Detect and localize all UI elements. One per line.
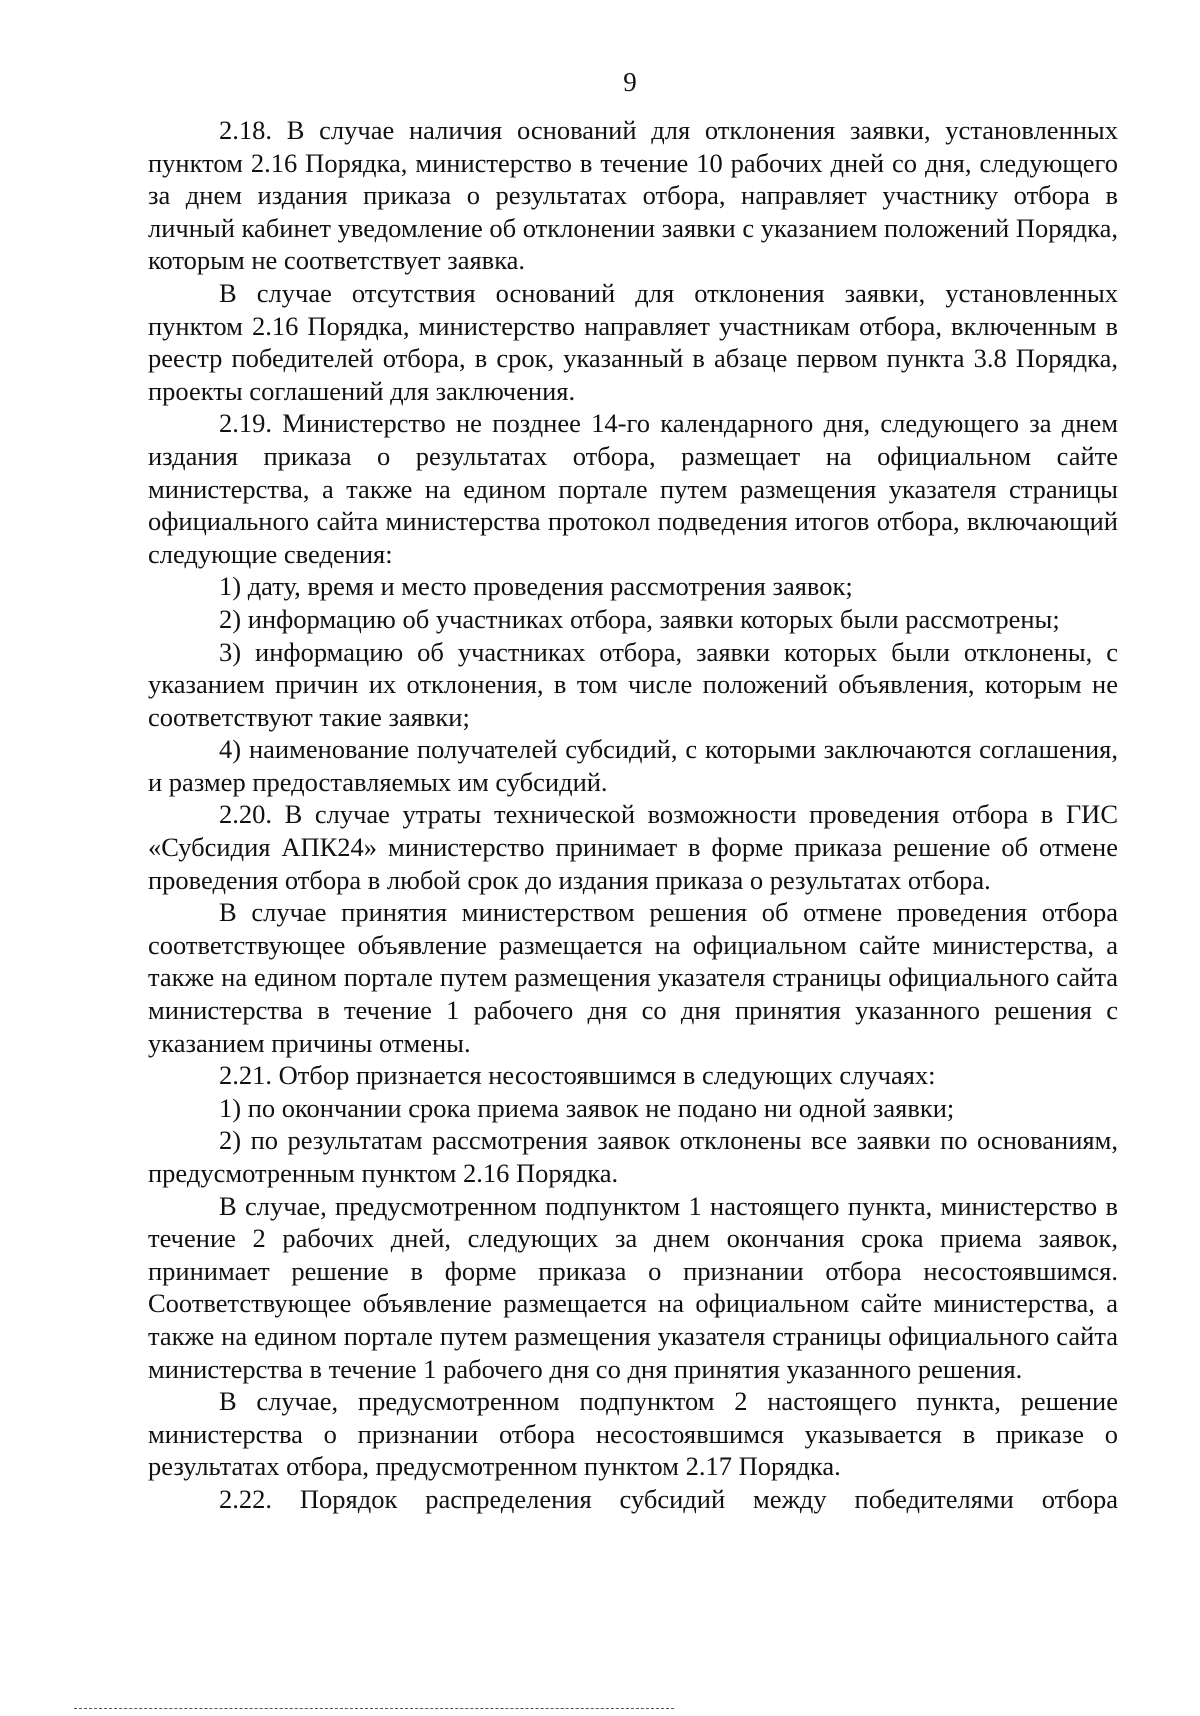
list-item-1-no-applications: 1) по окончании срока приема заявок не подано ни одной заявки; [219,1092,955,1123]
page-number: 9 [623,67,637,97]
list-item-2-all-rejected: 2) по результатам рассмотрения заявок отклонены все заявки по основаниям, предусмотренным пунктом 2.16 Порядка. [148,1125,1118,1188]
paragraph-2-20: 2.20. В случае утраты технической возможности проведения отбора в ГИС «Субсидия АПК24» министерство принимает в форме приказа решение об отмене проведения отбора в любой срок до издания приказа о результатах отбора. [148,799,1118,895]
paragraph-subpoint-2-case: В случае, предусмотренном подпунктом 2 настоящего пункта, решение министерства о признании отбора несостоявшимся указывается в приказе о результатах отбора, предусмотренном пунктом 2.17 Порядка. [148,1386,1118,1482]
paragraph-cancel-notice: В случае принятия министерством решения об отмене проведения отбора соответствующее объявление размещается на официальном сайте министерства, а также на едином портале путем размещения указателя страницы официального сайта министерства в течение 1 рабочего дня со дня принятия указанного решения с указанием причины отмены. [148,897,1118,1058]
list-item-3: 3) информацию об участниках отбора, заявки которых были отклонены, с указанием причин их отклонения, в том числе положений объявления, которым не соответствуют такие заявки; [148,636,1118,732]
list-item-4: 4) наименование получателей субсидий, с которыми заключаются соглашения, и размер предоставляемых им субсидий. [148,734,1118,797]
paragraph-2-18: 2.18. В случае наличия оснований для отклонения заявки, установленных пунктом 2.16 Порядка, министерство в течение 10 рабочих дней со дня, следующего за днем издания приказа о результатах отбора, направляет участнику отбора в личный кабинет уведомление об отклонении заявки с указанием положений Порядка, которым не соответствует заявка. [148,115,1118,276]
footer-divider [74,1708,674,1709]
list-item-1: 1) дату, время и место проведения рассмотрения заявок; [219,571,853,602]
paragraph-subpoint-1-case: В случае, предусмотренном подпунктом 1 настоящего пункта, министерство в течение 2 рабочих дней, следующих за днем окончания срока приема заявок, принимает решение в форме приказа о признании отбора несостоявшимся. Соответствующее объявление размещается на официальном сайте министерства, а также на едином портале путем размещения указателя страницы официального сайта министерства в течение 1 рабочего дня со дня принятия указанного решения. [148,1190,1118,1384]
paragraph-2-19: 2.19. Министерство не позднее 14-го календарного дня, следующего за днем издания приказа о результатах отбора, размещает на официальном сайте министерства, а также на едином портале путем размещения указателя страницы официального сайта министерства протокол подведения итогов отбора, включающий следующие сведения: [148,408,1118,569]
paragraph-no-grounds: В случае отсутствия оснований для отклонения заявки, установленных пунктом 2.16 Порядка, министерство направляет участникам отбора, включенным в реестр победителей отбора, в срок, указанный в абзаце первом пункта 3.8 Порядка, проекты соглашений для заключения. [148,277,1118,406]
paragraph-2-21: 2.21. Отбор признается несостоявшимся в следующих случаях: [219,1060,936,1091]
paragraph-2-22: 2.22. Порядок распределения субсидий между победителями отбора [219,1483,1118,1514]
list-item-2: 2) информацию об участниках отбора, заявки которых были рассмотрены; [219,603,1060,634]
document-body [148,114,1118,1516]
